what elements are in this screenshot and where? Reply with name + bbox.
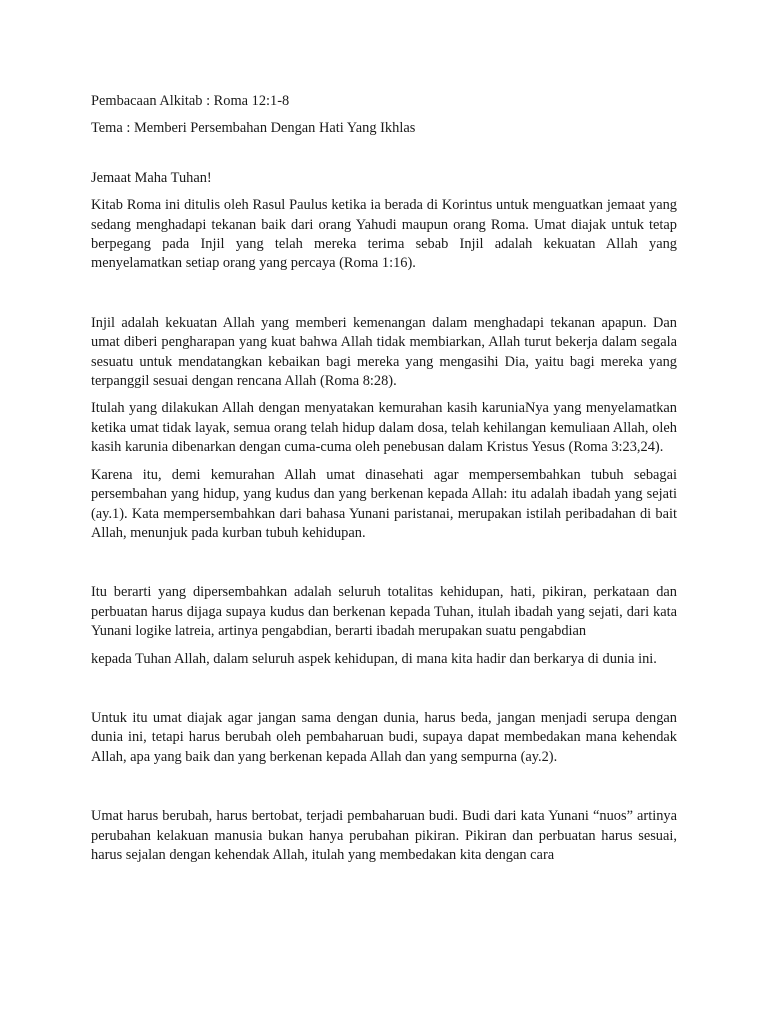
paragraph-2: Injil adalah kekuatan Allah yang memberi kemenangan dalam menghadapi tekanan apapun. Dan umat diberi pengharapan yang kuat bahwa Allah tidak membiarkan, Allah turut bekerja dalam segala sesuatu untuk mendatangkan kebaikan bagi mereka yang mengasihi Dia, yaitu bagi mereka yang terpanggil sesuai dengan rencana Allah (Roma 8:28). <box>91 314 677 390</box>
paragraph-4: Karena itu, demi kemurahan Allah umat dinasehati agar mempersembahkan tubuh sebagai persembahan yang hidup, yang kudus dan yang berkenan kepada Allah: itu adalah ibadah yang sejati (ay.1). Kata mempersembahkan dari bahasa Yunani paristanai, merupakan istilah peribadahan di bait Allah, menunjuk pada kurban tubuh kehidupan. <box>91 466 677 541</box>
greeting: Jemaat Maha Tuhan! <box>91 169 212 186</box>
sermon-theme: Tema : Memberi Persembahan Dengan Hati Yang Ikhlas <box>91 120 416 137</box>
paragraph-5: Itu berarti yang dipersembahkan adalah seluruh totalitas kehidupan, hati, pikiran, perkataan dan perbuatan harus dijaga supaya kudus dan berkenan kepada Tuhan, itulah ibadah yang sejati, dari kata Yunani logike latreia, artinya pengabdian, berarti ibadah merupakan suatu pengabdian <box>91 584 677 640</box>
paragraph-8: Umat harus berubah, harus bertobat, terjadi pembaharuan budi. Budi dari kata Yunani “nuos” artinya perubahan kelakuan manusia bukan hanya perubahan pikiran. Pikiran dan perbuatan harus sesuai, harus sejalan dengan kehendak Allah, itulah yang membedakan kita dengan cara <box>91 808 677 863</box>
paragraph-3: Itulah yang dilakukan Allah dengan menyatakan kemurahan kasih karuniaNya yang menyelamatkan ketika umat tidak layak, semua orang telah hidup dalam dosa, telah kehilangan kemuliaan Allah, oleh kasih karunia dibenarkan dengan cuma-cuma oleh penebusan dalam Kristus Yesus (Roma 3:23,24). <box>91 400 677 456</box>
paragraph-1: Kitab Roma ini ditulis oleh Rasul Paulus ketika ia berada di Korintus untuk menguatkan jemaat yang sedang menghadapi tekanan baik dari orang Yahudi maupun orang Roma. Umat diajak untuk tetap berpegang pada Injil yang telah mereka terima sebab Injil adalah kekuatan Allah yang menyelamatkan setiap orang yang percaya (Roma 1:16). <box>91 197 677 272</box>
paragraph-7: Untuk itu umat diajak agar jangan sama dengan dunia, harus beda, jangan menjadi serupa dengan dunia ini, tetapi harus berubah oleh pembaharuan budi, supaya dapat membedakan mana kehendak Allah, apa yang baik dan yang berkenan kepada Allah dan yang sempurna (ay.2). <box>91 709 677 765</box>
paragraph-6: kepada Tuhan Allah, dalam seluruh aspek kehidupan, di mana kita hadir dan berkarya di dunia ini. <box>91 650 657 667</box>
document-page <box>91 92 677 865</box>
reading-reference: Pembacaan Alkitab : Roma 12:1-8 <box>91 93 290 109</box>
